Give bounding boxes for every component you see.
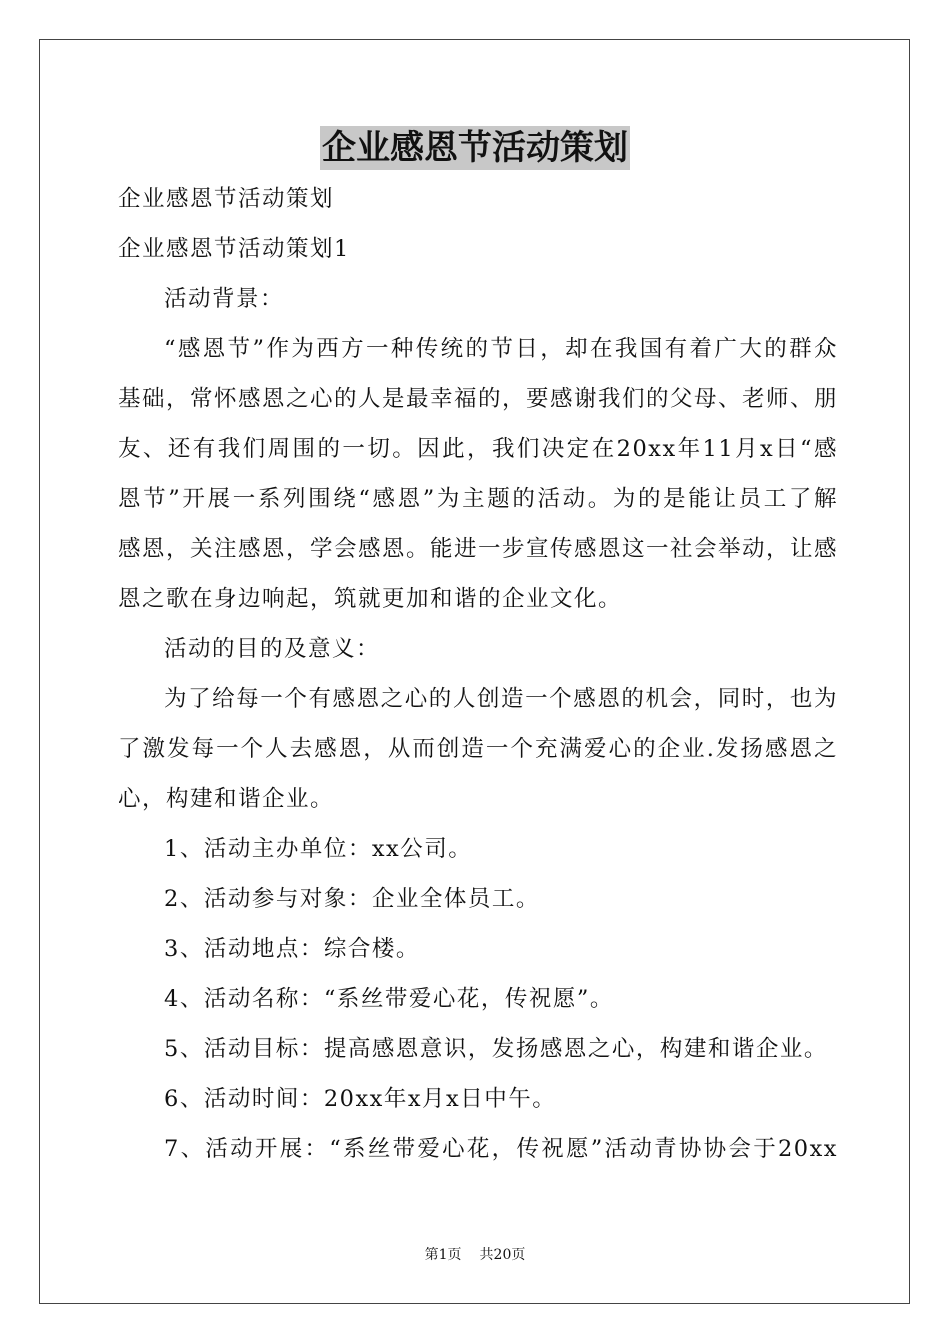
document-body (118, 174, 838, 1174)
body-line: 为了给每一个有感恩之心的人创造一个感恩的机会，同时，也为 (164, 686, 838, 712)
body-line: 友、还有我们周围的一切。因此，我们决定在20xx年11月x日“感 (118, 436, 838, 462)
document-title: 企业感恩节活动策划 (322, 128, 628, 168)
body-line: 6、活动时间：20xx年x月x日中午。 (164, 1086, 557, 1112)
body-line: 恩之歌在身边响起，筑就更加和谐的企业文化。 (118, 586, 623, 612)
body-line: 企业感恩节活动策划 (118, 186, 335, 212)
body-line: 心，构建和谐企业。 (118, 786, 335, 812)
page-total: 共20页 (479, 1247, 526, 1263)
body-line: 了激发每一个人去感恩，从而创造一个充满爱心的企业.发扬感恩之 (118, 736, 838, 762)
body-line: 感恩，关注感恩，学会感恩。能进一步宣传感恩这一社会举动，让感 (118, 536, 839, 562)
page-footer (0, 1245, 950, 1265)
page-number: 第1页 (424, 1247, 462, 1263)
body-line: 活动的目的及意义： (164, 636, 381, 662)
body-line: 4、活动名称：“系丝带爱心花，传祝愿”。 (164, 986, 614, 1012)
body-line: 2、活动参与对象：企业全体员工。 (164, 886, 540, 912)
title-container (0, 126, 950, 170)
body-line: 活动背景： (164, 286, 285, 312)
body-line: 企业感恩节活动策划1 (118, 236, 350, 262)
body-line: 基础，常怀感恩之心的人是最幸福的，要感谢我们的父母、老师、朋 (118, 386, 839, 412)
body-line: 3、活动地点：综合楼。 (164, 936, 420, 962)
body-line: 5、活动目标：提高感恩意识，发扬感恩之心，构建和谐企业。 (164, 1036, 828, 1062)
body-line: 恩节”开展一系列围绕“感恩”为主题的活动。为的是能让员工了解 (118, 486, 838, 512)
body-line: 1、活动主办单位：xx公司。 (164, 836, 473, 862)
body-line: “感恩节”作为西方一种传统的节日，却在我国有着广大的群众 (164, 336, 838, 362)
body-line: 7、活动开展：“系丝带爱心花，传祝愿”活动青协协会于20xx (164, 1136, 838, 1162)
